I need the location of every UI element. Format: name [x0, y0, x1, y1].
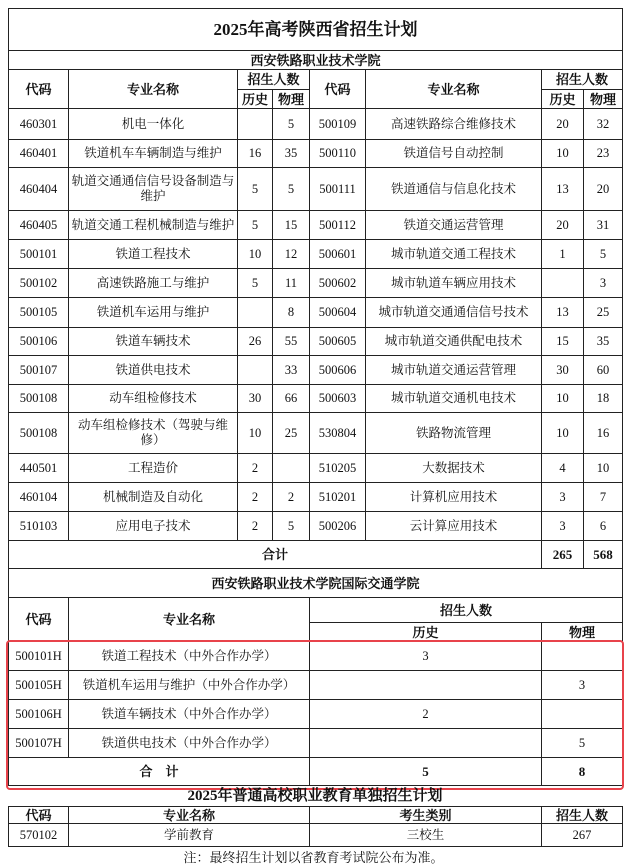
total-row: [9, 541, 623, 569]
cell-code-2: 510201: [310, 483, 366, 512]
cell-history-2: [542, 269, 584, 298]
cell-history-2: 3: [542, 512, 584, 541]
cell-history: [238, 356, 273, 385]
table-row: [9, 413, 623, 454]
sep-header-code: 代码: [9, 807, 69, 824]
cell-physics-2: 35: [584, 328, 623, 356]
intl-header-history: 历史: [310, 623, 542, 642]
cell-history: [238, 109, 273, 140]
separate-plan-title: 2025年普通高校职业教育单独招生计划: [187, 788, 443, 804]
cell-name-2: 铁道通信与信息化技术: [366, 168, 542, 211]
table-row: [9, 211, 623, 240]
cell-count: 267: [542, 824, 623, 847]
cell-name: 铁道机车运用与维护: [69, 298, 238, 328]
cell-name-2: 计算机应用技术: [366, 483, 542, 512]
cell-physics-2: 20: [584, 168, 623, 211]
table-row: [9, 140, 623, 168]
total-label: 合计: [9, 541, 542, 569]
cell-physics-2: 18: [584, 385, 623, 413]
sep-header-name: 专业名称: [69, 807, 310, 824]
cell-code-2: 500601: [310, 240, 366, 269]
cell-name: 铁道供电技术（中外合作办学）: [69, 729, 310, 758]
cell-name: 铁道工程技术: [69, 240, 238, 269]
cell-code-2: 500111: [310, 168, 366, 211]
cell-code-2: 500606: [310, 356, 366, 385]
cell-history-2: 1: [542, 240, 584, 269]
cell-name: 铁道机车车辆制造与维护: [69, 140, 238, 168]
table-row: [9, 642, 623, 671]
cell-name: 学前教育: [69, 824, 310, 847]
cell-physics: 3: [542, 671, 623, 700]
intl-school-title: 西安铁路职业技术学院国际交通学院: [9, 569, 623, 598]
cell-name-2: 城市轨道交通运营管理: [366, 356, 542, 385]
cell-history: [310, 671, 542, 700]
cell-physics: 11: [273, 269, 310, 298]
cell-code: 500102: [9, 269, 69, 298]
cell-name-2: 城市轨道车辆应用技术: [366, 269, 542, 298]
cell-name: 机电一体化: [69, 109, 238, 140]
cell-physics: 8: [273, 298, 310, 328]
footnote: 注：最终招生计划以省教育考试院公布为准。: [183, 850, 444, 865]
table-row: [9, 454, 623, 483]
intl-total-history: 5: [310, 758, 542, 786]
cell-code: 500101: [9, 240, 69, 269]
total-history: 265: [542, 541, 584, 569]
school-title: 西安铁路职业技术学院: [9, 51, 623, 70]
cell-code-2: 500603: [310, 385, 366, 413]
cell-code-2: 500110: [310, 140, 366, 168]
cell-history-2: 20: [542, 211, 584, 240]
cell-code: 500107: [9, 356, 69, 385]
intl-total-label: 合 计: [9, 758, 310, 786]
cell-physics-2: 5: [584, 240, 623, 269]
cell-physics: [273, 454, 310, 483]
cell-history: 2: [310, 700, 542, 729]
header-name: 专业名称: [69, 70, 238, 109]
cell-history-2: 10: [542, 413, 584, 454]
table-row: [9, 671, 623, 700]
table-row: [9, 109, 623, 140]
cell-name: 轨道交通通信信号设备制造与维护: [69, 168, 238, 211]
table-row: [9, 512, 623, 541]
separate-plan-table: [8, 806, 623, 847]
intl-header-count: 招生人数: [310, 598, 623, 623]
cell-code: 500106: [9, 328, 69, 356]
cell-physics: 15: [273, 211, 310, 240]
table-row: [9, 385, 623, 413]
cell-code-2: 500605: [310, 328, 366, 356]
cell-physics: 55: [273, 328, 310, 356]
cell-name-2: 云计算应用技术: [366, 512, 542, 541]
cell-physics: 5: [273, 168, 310, 211]
cell-history: 5: [238, 168, 273, 211]
cell-physics-2: 32: [584, 109, 623, 140]
cell-physics-2: 7: [584, 483, 623, 512]
cell-name: 铁道机车运用与维护（中外合作办学）: [69, 671, 310, 700]
header-name-2: 专业名称: [366, 70, 542, 109]
table-row: [9, 729, 623, 758]
cell-history-2: 10: [542, 385, 584, 413]
cell-history-2: 20: [542, 109, 584, 140]
cell-physics-2: 25: [584, 298, 623, 328]
intl-header-physics: 物理: [542, 623, 623, 642]
table-row: [9, 168, 623, 211]
header-physics: 物理: [273, 90, 310, 109]
cell-physics: 12: [273, 240, 310, 269]
cell-physics: 35: [273, 140, 310, 168]
total-physics: 568: [584, 541, 623, 569]
cell-name: 铁道供电技术: [69, 356, 238, 385]
page-title: 2025年高考陕西省招生计划: [9, 9, 623, 51]
cell-code-2: 500602: [310, 269, 366, 298]
cell-physics: 25: [273, 413, 310, 454]
cell-name-2: 铁路物流管理: [366, 413, 542, 454]
cell-history-2: 3: [542, 483, 584, 512]
cell-code: 460301: [9, 109, 69, 140]
cell-physics: 5: [273, 512, 310, 541]
cell-history: 10: [238, 413, 273, 454]
cell-physics: [542, 642, 623, 671]
cell-history: 30: [238, 385, 273, 413]
cell-code: 460104: [9, 483, 69, 512]
cell-physics-2: 31: [584, 211, 623, 240]
cell-code-2: 500109: [310, 109, 366, 140]
cell-name-2: 城市轨道交通工程技术: [366, 240, 542, 269]
table-row: [9, 240, 623, 269]
cell-physics: 5: [542, 729, 623, 758]
cell-history: [310, 729, 542, 758]
table-row: [9, 356, 623, 385]
cell-name: 动车组检修技术: [69, 385, 238, 413]
cell-code: 510103: [9, 512, 69, 541]
cell-physics: 2: [273, 483, 310, 512]
table-row: [9, 269, 623, 298]
cell-name-2: 大数据技术: [366, 454, 542, 483]
intl-total-row: [9, 758, 623, 786]
cell-history-2: 13: [542, 298, 584, 328]
cell-physics: [542, 700, 623, 729]
cell-type: 三校生: [310, 824, 542, 847]
intl-total-physics: 8: [542, 758, 623, 786]
sep-header-type: 考生类别: [310, 807, 542, 824]
header-code: 代码: [9, 70, 69, 109]
cell-code-2: 500112: [310, 211, 366, 240]
cell-history: 26: [238, 328, 273, 356]
cell-code: 500107H: [9, 729, 69, 758]
cell-physics: 5: [273, 109, 310, 140]
main-plan-table: [8, 8, 623, 569]
cell-history: [238, 298, 273, 328]
cell-code-2: 500206: [310, 512, 366, 541]
cell-code: 500106H: [9, 700, 69, 729]
cell-code: 460401: [9, 140, 69, 168]
cell-name-2: 铁道信号自动控制: [366, 140, 542, 168]
cell-physics-2: 16: [584, 413, 623, 454]
cell-history-2: 15: [542, 328, 584, 356]
cell-physics-2: 6: [584, 512, 623, 541]
cell-history: 16: [238, 140, 273, 168]
intl-header-code: 代码: [9, 598, 69, 642]
table-row: [9, 298, 623, 328]
cell-code: 440501: [9, 454, 69, 483]
cell-name: 铁道车辆技术: [69, 328, 238, 356]
cell-history-2: 30: [542, 356, 584, 385]
cell-code: 570102: [9, 824, 69, 847]
cell-history: 2: [238, 512, 273, 541]
sep-header-count: 招生人数: [542, 807, 623, 824]
cell-code: 500105H: [9, 671, 69, 700]
cell-history: 5: [238, 211, 273, 240]
cell-name-2: 高速铁路综合维修技术: [366, 109, 542, 140]
cell-name: 动车组检修技术（驾驶与维修）: [69, 413, 238, 454]
cell-history-2: 13: [542, 168, 584, 211]
cell-history-2: 10: [542, 140, 584, 168]
cell-name-2: 城市轨道交通供配电技术: [366, 328, 542, 356]
cell-history: 2: [238, 454, 273, 483]
cell-name: 铁道工程技术（中外合作办学）: [69, 642, 310, 671]
header-count-2: 招生人数: [542, 70, 623, 90]
cell-code: 460405: [9, 211, 69, 240]
header-count: 招生人数: [238, 70, 310, 90]
cell-history: 3: [310, 642, 542, 671]
cell-name-2: 铁道交通运营管理: [366, 211, 542, 240]
cell-name: 工程造价: [69, 454, 238, 483]
cell-code-2: 500604: [310, 298, 366, 328]
cell-name: 轨道交通工程机械制造与维护: [69, 211, 238, 240]
cell-code: 500108: [9, 385, 69, 413]
cell-code: 500108: [9, 413, 69, 454]
header-history-2: 历史: [542, 90, 584, 109]
cell-physics-2: 23: [584, 140, 623, 168]
cell-physics: 66: [273, 385, 310, 413]
cell-physics-2: 3: [584, 269, 623, 298]
cell-history: 10: [238, 240, 273, 269]
intl-plan-table: [8, 568, 623, 786]
cell-code-2: 510205: [310, 454, 366, 483]
cell-history: 2: [238, 483, 273, 512]
table-row: [9, 824, 623, 847]
cell-physics: 33: [273, 356, 310, 385]
table-row: [9, 483, 623, 512]
table-row: [9, 700, 623, 729]
cell-code: 500101H: [9, 642, 69, 671]
cell-history-2: 4: [542, 454, 584, 483]
header-physics-2: 物理: [584, 90, 623, 109]
header-code-2: 代码: [310, 70, 366, 109]
cell-history: 5: [238, 269, 273, 298]
cell-name: 铁道车辆技术（中外合作办学）: [69, 700, 310, 729]
cell-name: 应用电子技术: [69, 512, 238, 541]
header-history: 历史: [238, 90, 273, 109]
cell-code: 460404: [9, 168, 69, 211]
cell-name: 机械制造及自动化: [69, 483, 238, 512]
cell-code-2: 530804: [310, 413, 366, 454]
cell-name-2: 城市轨道交通机电技术: [366, 385, 542, 413]
intl-header-name: 专业名称: [69, 598, 310, 642]
cell-name: 高速铁路施工与维护: [69, 269, 238, 298]
table-row: [9, 328, 623, 356]
cell-code: 500105: [9, 298, 69, 328]
cell-physics-2: 60: [584, 356, 623, 385]
cell-name-2: 城市轨道交通通信信号技术: [366, 298, 542, 328]
cell-physics-2: 10: [584, 454, 623, 483]
